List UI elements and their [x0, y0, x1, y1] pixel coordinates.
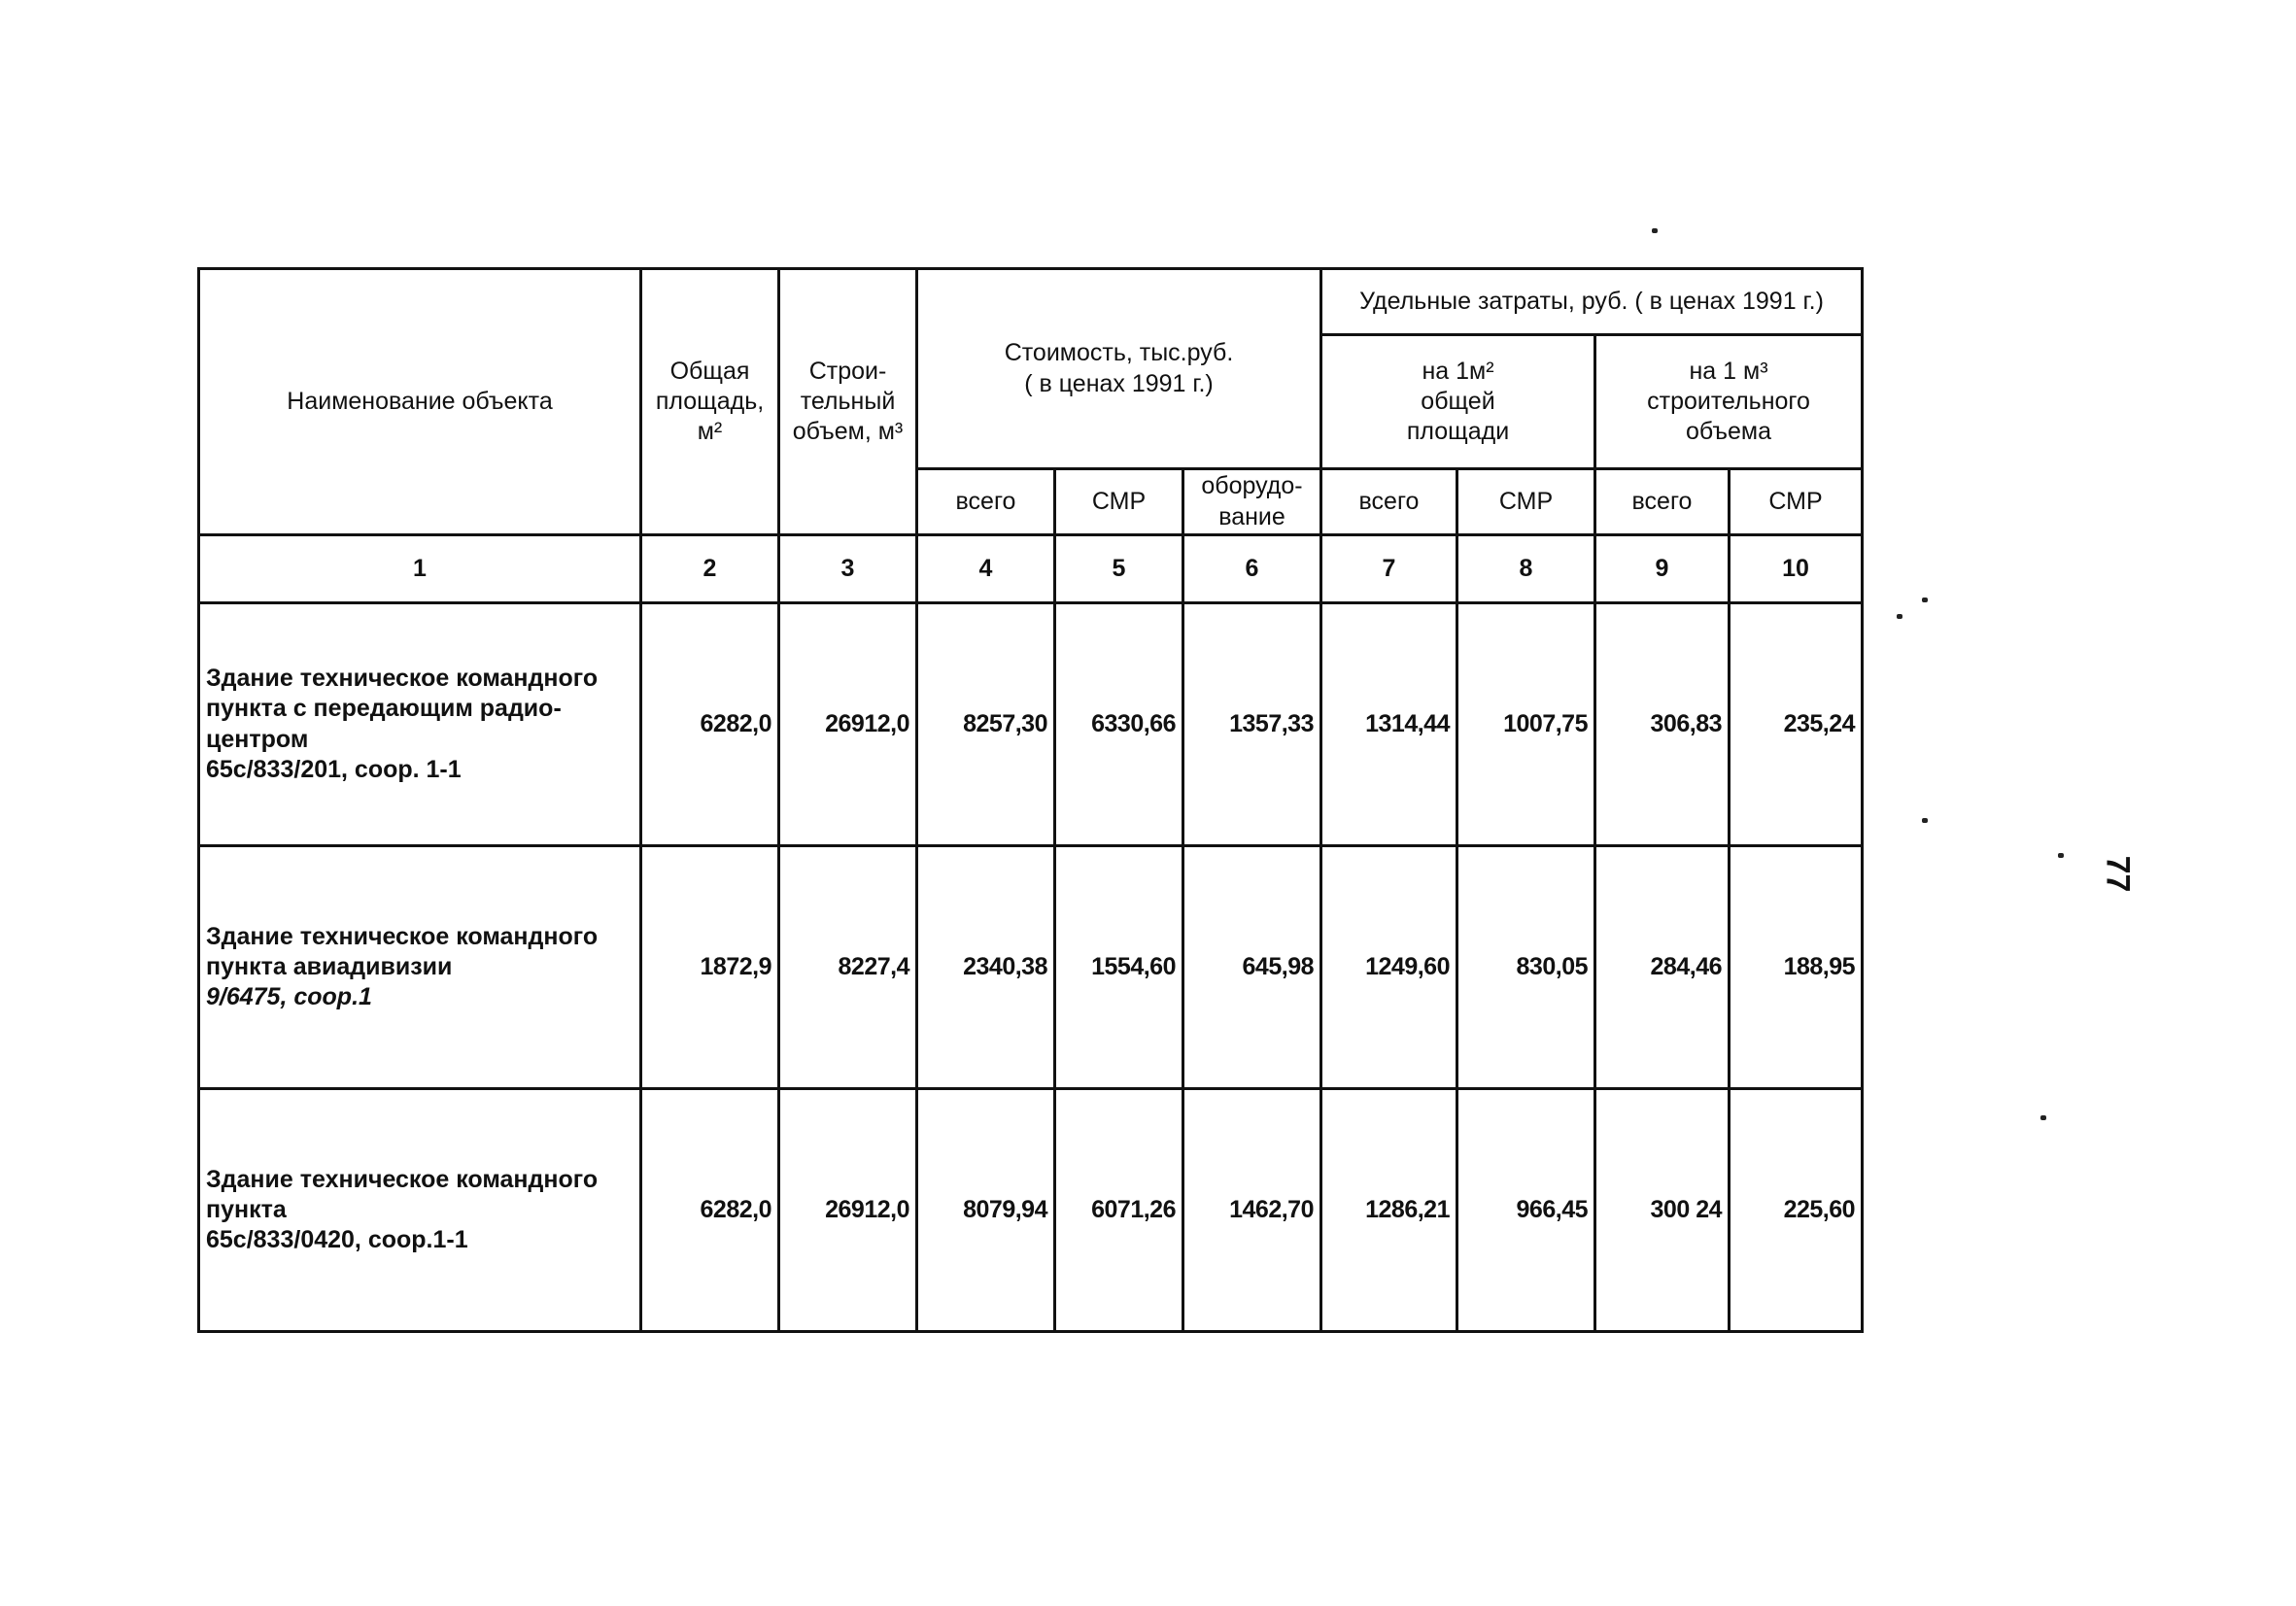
- per-area-smr-value: 830,05: [1457, 846, 1595, 1089]
- total-area-value: 6282,0: [641, 1089, 779, 1332]
- total-area-value: 1872,9: [641, 846, 779, 1089]
- header-total-area-line1: Общая: [669, 357, 750, 385]
- header-building-volume: [779, 269, 917, 535]
- header-specific-costs-label: Удельные затраты, руб. ( в ценах 1991 г.): [1359, 287, 1824, 315]
- object-name-line: центром: [206, 725, 309, 753]
- header-per-area-total: всего: [1321, 469, 1457, 535]
- header-cost-smr: СМР: [1055, 469, 1183, 535]
- page-number: 77: [2099, 855, 2137, 893]
- table-row: [199, 1089, 1863, 1332]
- header-total-area-unit: м²: [697, 418, 723, 446]
- object-name-cell: [199, 603, 641, 846]
- per-volume-smr-value: 225,60: [1730, 1089, 1863, 1332]
- header-building-volume-line1: Строи-: [808, 357, 887, 385]
- column-number: 8: [1457, 535, 1595, 603]
- volume-value: 26912,0: [779, 603, 917, 846]
- per-area-total-value: 1249,60: [1321, 846, 1457, 1089]
- scan-speck: [1922, 598, 1928, 602]
- header-object-name: [199, 269, 641, 535]
- scan-speck: [2058, 853, 2064, 858]
- header-per-area-line2: общей: [1421, 387, 1495, 415]
- object-name-line: Здание техническое командного: [206, 922, 599, 950]
- per-volume-smr-value: 188,95: [1730, 846, 1863, 1089]
- cost-equipment-value: 1462,70: [1183, 1089, 1321, 1332]
- header-building-volume-line3: объем, м³: [792, 418, 904, 446]
- per-area-total-value: 1314,44: [1321, 603, 1457, 846]
- column-number: 9: [1595, 535, 1730, 603]
- header-per-area-smr: СМР: [1457, 469, 1595, 535]
- header-cost-total: всего: [917, 469, 1055, 535]
- column-number: 4: [917, 535, 1055, 603]
- cost-smr-value: 6071,26: [1055, 1089, 1183, 1332]
- per-volume-total-value: 300 24: [1595, 1089, 1730, 1332]
- header-cost-group-line1: Стоимость, тыс.руб.: [1004, 339, 1234, 367]
- header-per-volume-smr: СМР: [1730, 469, 1863, 535]
- header-per-area: [1321, 335, 1595, 469]
- header-per-volume: [1595, 335, 1863, 469]
- cost-total-value: 8257,30: [917, 603, 1055, 846]
- per-area-smr-value: 966,45: [1457, 1089, 1595, 1332]
- cost-smr-value: 6330,66: [1055, 603, 1183, 846]
- header-object-name-label: Наименование объекта: [287, 387, 553, 415]
- per-area-smr-value: 1007,75: [1457, 603, 1595, 846]
- volume-value: 8227,4: [779, 846, 917, 1089]
- per-volume-total-value: 306,83: [1595, 603, 1730, 846]
- column-number: 1: [199, 535, 641, 603]
- header-per-volume-total: всего: [1595, 469, 1730, 535]
- scan-speck: [1897, 614, 1902, 619]
- object-name-line: пункта с передающим радио-: [206, 695, 562, 723]
- header-per-volume-line2: строительного: [1647, 387, 1810, 415]
- header-total-area: [641, 269, 779, 535]
- cost-smr-value: 1554,60: [1055, 846, 1183, 1089]
- cost-total-value: 8079,94: [917, 1089, 1055, 1332]
- cost-total-value: 2340,38: [917, 846, 1055, 1089]
- column-number: 2: [641, 535, 779, 603]
- per-area-total-value: 1286,21: [1321, 1089, 1457, 1332]
- object-code: 9/6475, соор.1: [206, 983, 372, 1011]
- column-number: 7: [1321, 535, 1457, 603]
- per-volume-total-value: 284,46: [1595, 846, 1730, 1089]
- object-name-cell: [199, 846, 641, 1089]
- total-area-value: 6282,0: [641, 603, 779, 846]
- scan-speck: [1922, 818, 1928, 823]
- header-total-area-line2: площадь,: [655, 387, 765, 415]
- column-number: 5: [1055, 535, 1183, 603]
- column-number-row: [199, 535, 1863, 603]
- scan-speck: [2040, 1115, 2046, 1120]
- scan-speck: [1652, 228, 1658, 233]
- cost-table: [197, 267, 1864, 1333]
- table-row: [199, 846, 1863, 1089]
- object-name-cell: [199, 1089, 641, 1332]
- object-name-line: пункта авиадивизии: [206, 952, 453, 980]
- object-code: 65с/833/0420, соор.1-1: [206, 1226, 468, 1254]
- column-number: 10: [1730, 535, 1863, 603]
- cost-equipment-value: 1357,33: [1183, 603, 1321, 846]
- header-per-area-line3: площади: [1406, 418, 1510, 446]
- header-per-volume-line3: объема: [1686, 418, 1772, 446]
- header-per-area-line1: на 1м²: [1422, 357, 1494, 385]
- column-number: 3: [779, 535, 917, 603]
- object-name-line: Здание техническое командного: [206, 1165, 599, 1193]
- object-name-line: пункта: [206, 1195, 287, 1223]
- table-row: [199, 603, 1863, 846]
- header-specific-costs: [1321, 269, 1863, 335]
- per-volume-smr-value: 235,24: [1730, 603, 1863, 846]
- header-cost-group-line2: ( в ценах 1991 г.): [1024, 369, 1214, 397]
- object-name-line: Здание техническое командного: [206, 665, 599, 692]
- header-cost-group: [917, 269, 1321, 469]
- column-number: 6: [1183, 535, 1321, 603]
- volume-value: 26912,0: [779, 1089, 917, 1332]
- header-cost-equipment: оборудо-вание: [1183, 469, 1321, 535]
- object-code: 65с/833/201, соор. 1-1: [206, 755, 462, 783]
- header-per-volume-line1: на 1 м³: [1689, 357, 1768, 385]
- header-building-volume-line2: тельный: [800, 387, 896, 415]
- cost-equipment-value: 645,98: [1183, 846, 1321, 1089]
